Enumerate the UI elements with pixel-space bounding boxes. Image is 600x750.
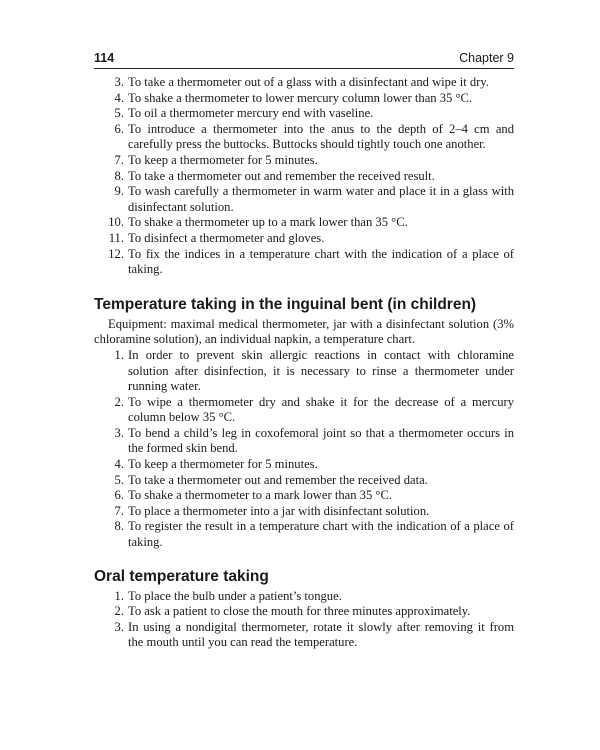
- rectal-procedure-list: [94, 75, 514, 278]
- section-heading-inguinal: Temperature taking in the inguinal bent (in children): [94, 295, 477, 313]
- list-item: 4. To shake a thermometer to lower mercury column lower than 35 °C.: [114, 90, 473, 105]
- page-content: [94, 75, 514, 651]
- list-item: 9. To wash carefully a thermometer in warm water and place it in a glass with disinfectant solution.: [114, 184, 514, 214]
- oral-procedure-list: [94, 589, 514, 651]
- list-item: 8. To take a thermometer out and remember the received result.: [114, 168, 435, 183]
- list-item: 10. To shake a thermometer up to a mark lower than 35 °C.: [108, 215, 408, 230]
- list-item: 2. To wipe a thermometer dry and shake it for the decrease of a mercury column below 35 °C.: [114, 394, 514, 425]
- list-item: 6. To introduce a thermometer into the anus to the depth of 2–4 cm and carefully press the buttocks. Buttocks should tightly touch one another.: [114, 121, 514, 152]
- list-item: 11. To disinfect a thermometer and gloves.: [108, 230, 325, 245]
- equipment-paragraph: Equipment: maximal medical thermometer, jar with a disinfectant solution (3% chloramine solution), an individual napkin, a temperature chart.: [94, 316, 514, 347]
- page-header: [94, 49, 514, 67]
- page-number: 114: [94, 51, 115, 65]
- chapter-label: Chapter 9: [459, 51, 514, 65]
- list-item: 8. To register the result in a temperature chart with the indication of a place of taking.: [114, 519, 514, 550]
- list-item: 3. To take a thermometer out of a glass with a disinfectant and wipe it dry.: [114, 75, 489, 89]
- list-item: 5. To oil a thermometer mercury end with vaseline.: [114, 106, 374, 121]
- list-item: 1. In order to prevent skin allergic reactions in contact with chloramine solution after disinfection, it is necessary to rinse a thermometer under running water.: [114, 347, 514, 394]
- inguinal-procedure-list: [94, 348, 514, 551]
- list-item: 2. To ask a patient to close the mouth for three minutes approximately.: [114, 604, 471, 619]
- section-heading-oral: Oral temperature taking: [94, 567, 269, 585]
- list-item: 12. To fix the indices in a temperature chart with the indication of a place of taking.: [108, 246, 514, 277]
- header-rule: [94, 68, 514, 69]
- list-item: 7. To place a thermometer into a jar with disinfectant solution.: [114, 503, 430, 518]
- list-item: 3. In using a nondigital thermometer, rotate it slowly after removing it from the mouth until you can read the temperature.: [114, 619, 514, 650]
- list-item: 7. To keep a thermometer for 5 minutes.: [114, 152, 318, 167]
- list-item: 4. To keep a thermometer for 5 minutes.: [114, 457, 318, 472]
- list-item: 1. To place the bulb under a patient’s tongue.: [114, 588, 342, 603]
- list-item: 3. To bend a child’s leg in coxofemoral joint so that a thermometer occurs in the formed skin bend.: [114, 425, 514, 456]
- list-item: 6. To shake a thermometer to a mark lower than 35 °C.: [114, 488, 392, 503]
- list-item: 5. To take a thermometer out and remember the received data.: [114, 472, 428, 487]
